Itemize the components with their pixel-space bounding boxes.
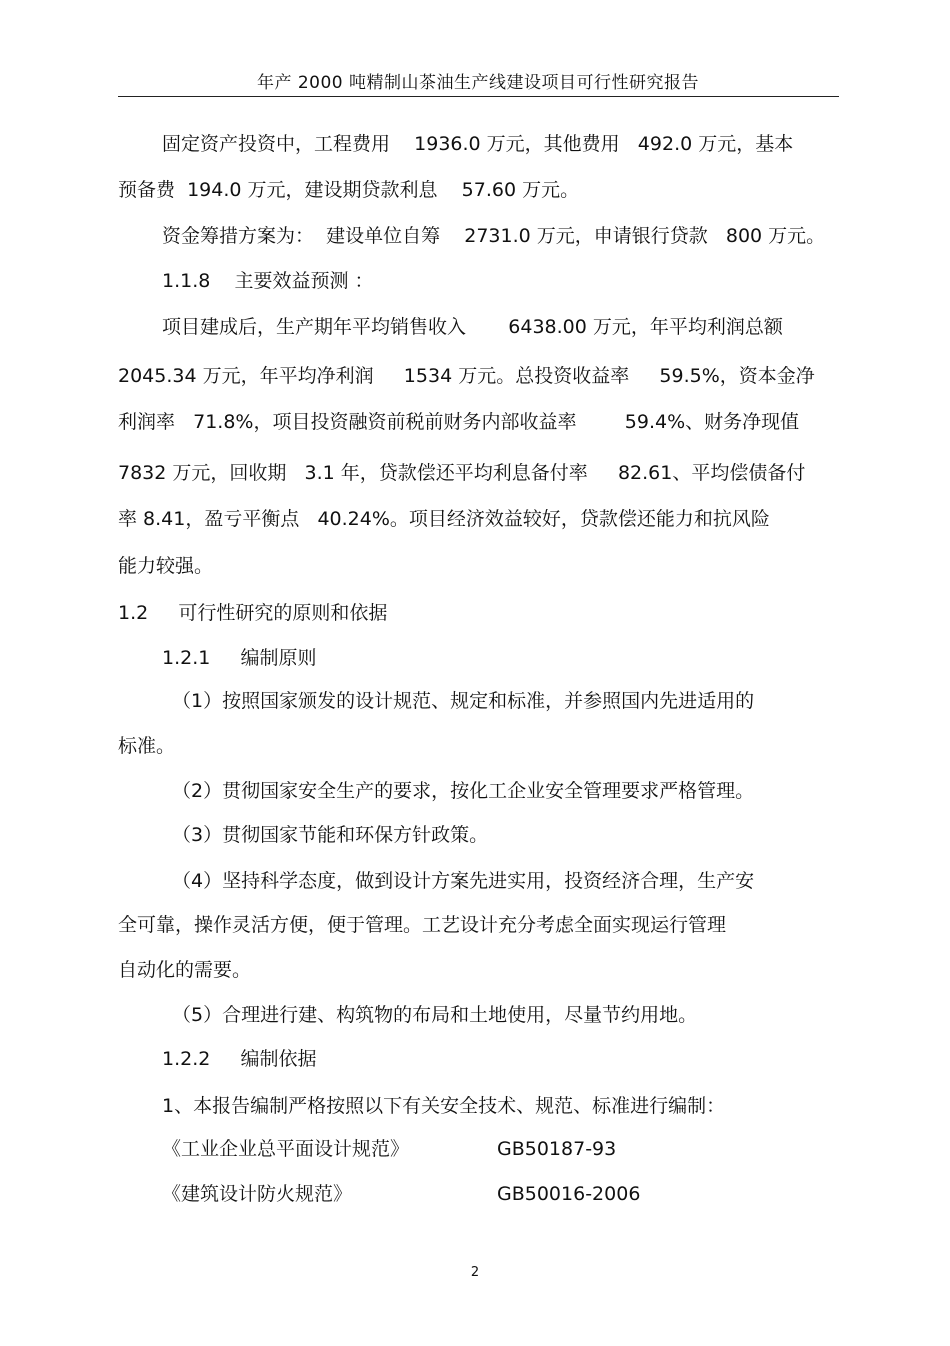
paragraph-line: 利润率 71.8%，项目投资融资前税前财务内部收益率 59.4%、财务净现值 bbox=[118, 411, 800, 433]
list-item-continuation: 标准。 bbox=[118, 735, 176, 757]
running-header: 年产 2000 吨精制山茶油生产线建设项目可行性研究报告 bbox=[256, 73, 700, 93]
standard-code: GB50016-2006 bbox=[497, 1183, 641, 1205]
list-item: （4）坚持科学态度，做到设计方案先进实用，投资经济合理，生产安 bbox=[172, 870, 755, 892]
paragraph-line: 率 8.41，盈亏平衡点 40.24%。项目经济效益较好，贷款偿还能力和抗风险 bbox=[118, 508, 770, 530]
paragraph-line: 1、本报告编制严格按照以下有关安全技术、规范、标准进行编制： bbox=[162, 1095, 726, 1117]
paragraph-line: 2045.34 万元，年平均净利润 1534 万元。总投资收益率 59.5%，资本金净 bbox=[118, 365, 815, 387]
list-item: （3）贯彻国家节能和环保方针政策。 bbox=[172, 824, 489, 846]
list-item: （5）合理进行建、构筑物的布局和土地使用，尽量节约用地。 bbox=[172, 1004, 698, 1026]
section-heading-1-2: 1.2 可行性研究的原则和依据 bbox=[118, 602, 388, 624]
standard-name: 《工业企业总平面设计规范》 bbox=[162, 1138, 410, 1160]
section-heading-1-2-1: 1.2.1 编制原则 bbox=[162, 647, 317, 669]
list-item-continuation: 自动化的需要。 bbox=[118, 959, 252, 981]
page-number: 2 bbox=[470, 1265, 480, 1280]
paragraph-line: 资金筹措方案为： 建设单位自筹 2731.0 万元，申请银行贷款 800 万元。 bbox=[162, 225, 826, 247]
list-item: （1）按照国家颁发的设计规范、规定和标准，并参照国内先进适用的 bbox=[172, 690, 755, 712]
list-item: （2）贯彻国家安全生产的要求，按化工企业安全管理要求严格管理。 bbox=[172, 780, 755, 802]
paragraph-line: 预备费 194.0 万元，建设期贷款利息 57.60 万元。 bbox=[118, 179, 580, 201]
section-heading-1-2-2: 1.2.2 编制依据 bbox=[162, 1048, 317, 1070]
section-heading-1-1-8: 1.1.8 主要效益预测 ： bbox=[162, 270, 374, 292]
paragraph-line: 能力较强。 bbox=[118, 555, 214, 577]
paragraph-line: 7832 万元，回收期 3.1 年，贷款偿还平均利息备付率 82.61、平均偿债备付 bbox=[118, 462, 806, 484]
list-item-continuation: 全可靠，操作灵活方便，便于管理。工艺设计充分考虑全面实现运行管理 bbox=[118, 914, 727, 936]
header-rule bbox=[118, 96, 839, 97]
standard-code: GB50187-93 bbox=[497, 1138, 617, 1160]
standard-name: 《建筑设计防火规范》 bbox=[162, 1183, 353, 1205]
paragraph-line: 固定资产投资中，工程费用 1936.0 万元，其他费用 492.0 万元，基本 bbox=[162, 133, 794, 155]
paragraph-line: 项目建成后，生产期年平均销售收入 6438.00 万元，年平均利润总额 bbox=[162, 316, 783, 338]
